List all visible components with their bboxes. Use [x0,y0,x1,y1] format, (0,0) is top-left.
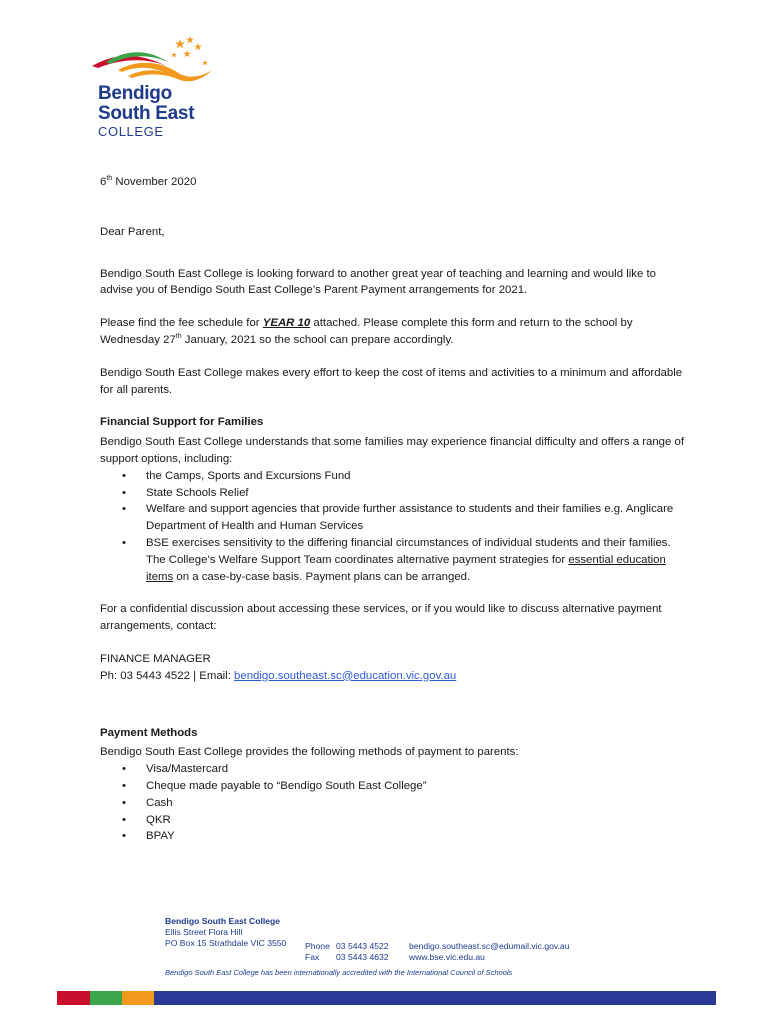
list-item: • Cheque made payable to “Bendigo South East College” [100,778,690,795]
list-item: • Visa/Mastercard [100,761,690,778]
email-link[interactable]: bendigo.southeast.sc@education.vic.gov.au [234,669,457,682]
footer-address-line-1: Ellis Street Flora Hill [165,927,243,937]
support-intro: Bendigo South East College understands that some families may experience financial difficulty and offers a range of support options, including: [100,436,685,465]
footer-phone-label: Phone [305,941,330,951]
list-item: • Welfare and support agencies that provide further assistance to students and their families e.g. Anglicare Department of Health and Human Services [100,501,690,535]
footer-bar-red [57,991,90,1005]
contact-line: Ph: 03 5443 4522 | Email: bendigo.southeast.sc@education.vic.gov.au [100,669,457,682]
year-level: YEAR 10 [262,317,311,330]
salutation: Dear Parent, [100,225,165,238]
cost-paragraph: Bendigo South East College makes every effort to keep the cost of items and activities to a minimum and affordable for all parents. [100,366,683,396]
logo-line-3: COLLEGE [98,124,164,139]
footer-contact [409,941,569,963]
footer-fax: 03 5443 4632 [336,952,389,962]
payment-intro: Bendigo South East College provides the following methods of payment to parents: [100,746,519,759]
support-heading: Financial Support for Families [100,416,264,429]
list-item: • BPAY [100,828,690,845]
footer-bar-green [90,991,122,1005]
footer-college-name: Bendigo South East College [165,916,281,926]
footer-website[interactable]: www.bse.vic.edu.au [409,952,485,962]
footer-accreditation-note: Bendigo South East College has been internationally accredited with the International Council of Schools [165,968,513,977]
logo-line-2: South East [98,103,195,124]
footer-bar-orange [122,991,154,1005]
support-list [100,468,690,586]
list-item: • BSE exercises sensitivity to the differing financial circumstances of individual students and their families. The College’s Welfare Support Team coordinates alternative payment strategies for essential education items on a case-by-case basis. Payment plans can be arranged. [100,535,690,585]
swoosh-icon [92,52,212,81]
fee-schedule-paragraph: Please find the fee schedule for YEAR 10 attached. Please complete this form and return to the school by Wednesday 27th January, 2021 so the school can prepare accordingly. [100,317,633,346]
footer-address-line-2: PO Box 15 Strathdale VIC 3550 [165,938,287,948]
logo-line-1: Bendigo [98,83,172,104]
list-item: • QKR [100,812,690,829]
footer-phone: 03 5443 4522 [336,941,389,951]
footer-fax-label: Fax [305,952,320,962]
footer-labels [305,941,330,963]
essential-items-link[interactable]: essential education items [146,553,666,583]
list-item: • the Camps, Sports and Excursions Fund [100,468,690,485]
payment-heading: Payment Methods [100,726,198,739]
letter-date: 6th November 2020 [100,175,197,188]
list-item: • Cash [100,795,690,812]
intro-paragraph: Bendigo South East College is looking forward to another great year of teaching and learning and would like to advise you of Bendigo South East College’s Parent Payment arrangements for 2021. [100,267,656,297]
list-item: • State Schools Relief [100,485,690,502]
footer-address [165,916,286,949]
footer-numbers [336,941,389,963]
stars-icon [171,36,208,65]
payment-list [100,761,690,845]
contact-title: FINANCE MANAGER [100,652,211,665]
college-logo-text [98,84,194,138]
confidential-paragraph: For a confidential discussion about accessing these services, or if you would like to discuss alternative payment arrangements, contact: [100,603,662,633]
footer-bar-blue [154,991,716,1005]
letter-body [100,174,690,845]
footer-email[interactable]: bendigo.southeast.sc@edumail.vic.gov.au [409,941,570,951]
